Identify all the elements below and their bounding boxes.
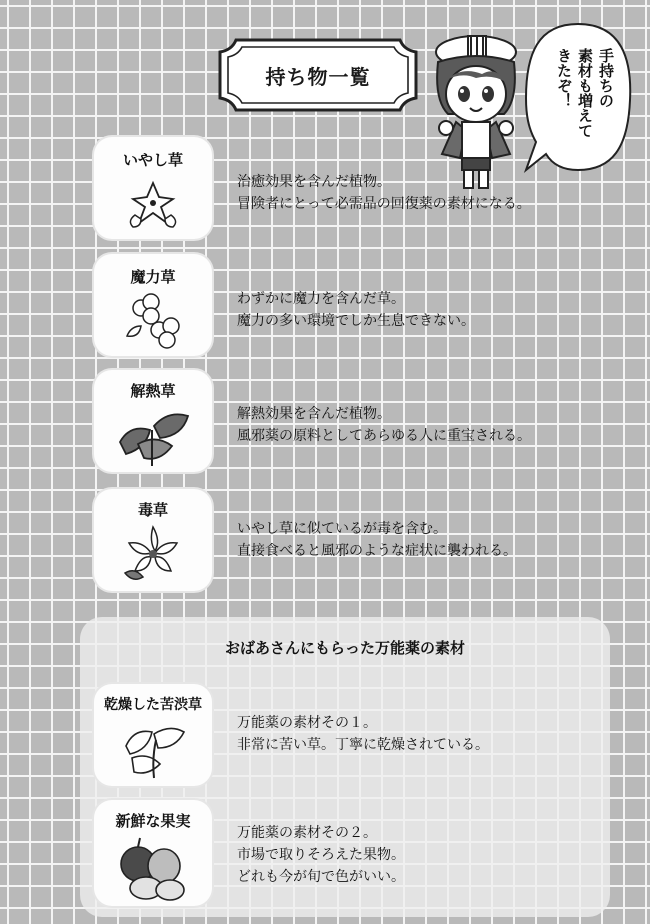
item-card	[94, 684, 212, 786]
poison-herb-icon	[121, 523, 185, 585]
speech-line: 手持ちの	[597, 48, 615, 108]
fruit-icon	[116, 836, 190, 902]
item-description: 非常に苦い草。丁寧に乾燥されている。	[237, 737, 489, 753]
item-description: 魔力の多い環境でしか生息できない。	[237, 313, 475, 329]
item-description: 直接食べると風邪のような症状に襲われる。	[237, 543, 517, 559]
item-name: 毒草	[137, 501, 168, 519]
item-card	[94, 370, 212, 472]
item-description: いやし草に似ているが毒を含む。	[237, 521, 447, 537]
item-description: 市場で取りそろえた果物。	[237, 847, 405, 863]
item-description: 冒険者にとって必需品の回復薬の素材になる。	[237, 196, 531, 212]
healing-herb-icon	[123, 175, 183, 233]
item-card	[94, 800, 212, 906]
mana-herb-icon	[121, 292, 185, 350]
item-description: 解熱効果を含んだ植物。	[237, 406, 391, 422]
item-name: 解熱草	[130, 382, 176, 400]
item-card	[94, 254, 212, 356]
item-name: いやし草	[122, 151, 183, 169]
item-card	[94, 489, 212, 591]
fever-herb-icon	[116, 404, 192, 470]
item-name: 乾燥した苦渋草	[104, 697, 202, 713]
item-description: わずかに魔力を含んだ草。	[237, 291, 405, 307]
item-description: 万能薬の素材その１。	[237, 715, 377, 731]
speech-line: きたぞ！	[555, 48, 573, 108]
item-card	[94, 137, 212, 239]
item-description: 万能薬の素材その２。	[237, 825, 377, 841]
item-description: どれも今が旬で色がいい。	[237, 869, 405, 885]
dried-herb-icon	[118, 718, 188, 780]
item-name: 新鮮な果実	[115, 812, 191, 830]
item-description: 治癒効果を含んだ植物。	[237, 174, 391, 190]
page-title: 持ち物一覧	[265, 64, 371, 89]
section-title: おばあさんにもらった万能薬の素材	[224, 639, 465, 657]
speech-bubble	[522, 20, 634, 180]
speech-line: 素材も増えて	[576, 48, 594, 138]
title-banner	[214, 34, 422, 116]
item-name: 魔力草	[130, 268, 176, 286]
item-description: 風邪薬の原料としてあらゆる人に重宝される。	[237, 428, 531, 444]
